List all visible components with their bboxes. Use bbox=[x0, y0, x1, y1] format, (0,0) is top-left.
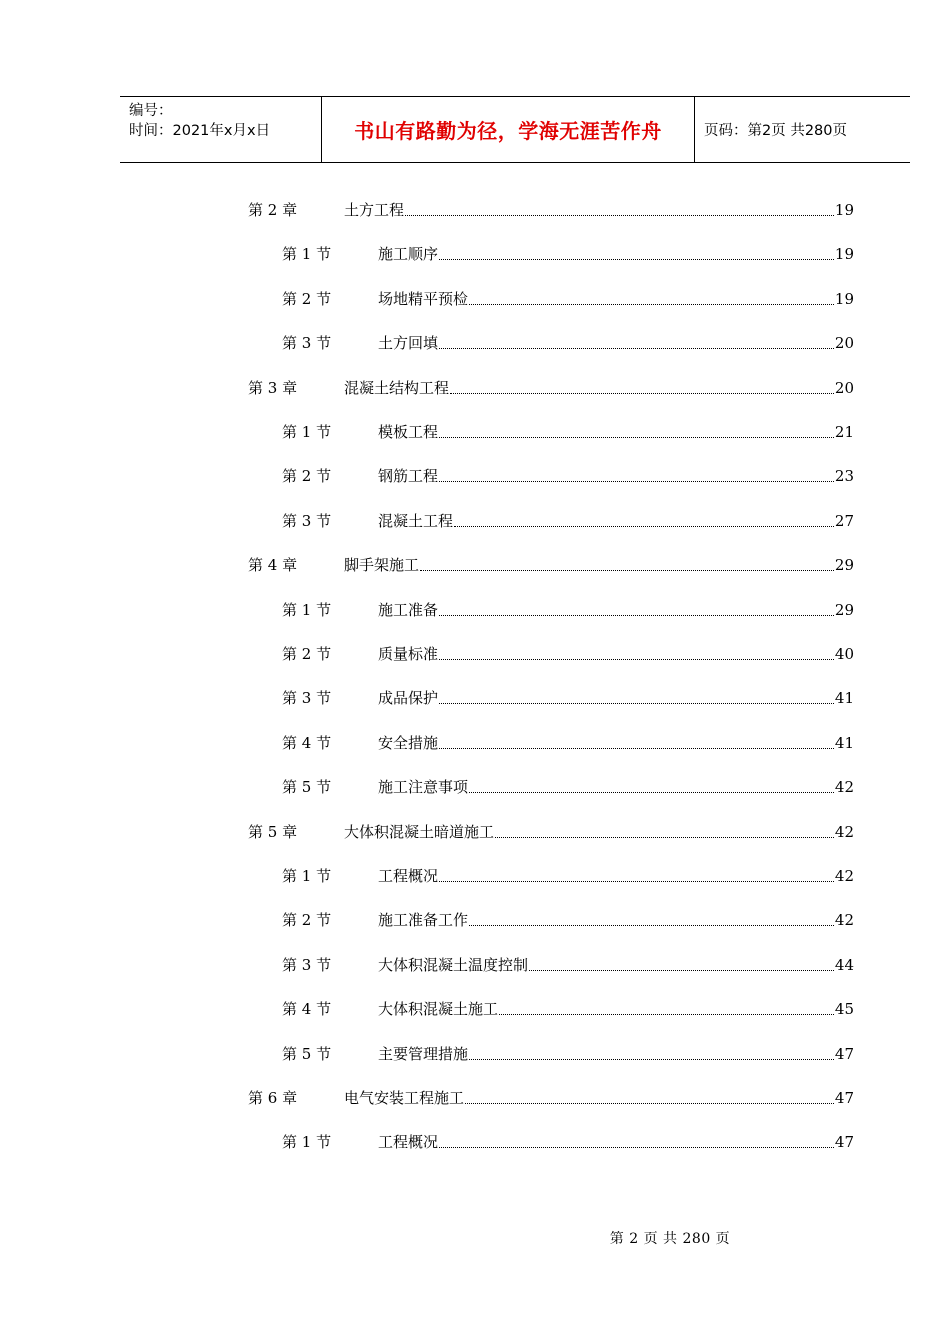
page-header bbox=[120, 96, 910, 163]
toc-entry-page: 20 bbox=[834, 334, 854, 353]
toc-entry-page: 41 bbox=[834, 689, 854, 708]
toc-entry-number: 第 2 节 bbox=[282, 289, 332, 308]
toc-entry-title: 电气安装工程施工 bbox=[344, 1089, 465, 1107]
toc-entry-page: 47 bbox=[834, 1133, 854, 1152]
toc-entry-title: 施工准备 bbox=[378, 600, 439, 619]
toc-entry-number: 第 5 节 bbox=[282, 778, 332, 797]
header-time-label: 时间：2021年x月x日 bbox=[129, 123, 271, 139]
toc-dot-leader bbox=[405, 214, 834, 216]
toc-entry-page: 19 bbox=[834, 201, 854, 219]
toc-chapter-entry[interactable] bbox=[248, 818, 854, 842]
toc-entry-title: 工程概况 bbox=[378, 867, 439, 885]
toc-entry-number: 第 3 节 bbox=[282, 334, 332, 353]
toc-entry-page: 23 bbox=[834, 467, 854, 486]
toc-section-entry[interactable] bbox=[282, 1128, 854, 1152]
toc-entry-page: 40 bbox=[834, 645, 854, 663]
toc-entry-title: 施工顺序 bbox=[378, 245, 439, 264]
toc-entry-number: 第 1 节 bbox=[282, 600, 332, 619]
toc-dot-leader bbox=[469, 303, 834, 305]
toc-entry-page: 19 bbox=[834, 245, 854, 264]
toc-entry-page: 20 bbox=[834, 378, 854, 397]
toc-entry-title: 混凝土工程 bbox=[378, 511, 454, 530]
toc-entry-page: 29 bbox=[834, 556, 854, 575]
toc-entry-title: 工程概况 bbox=[378, 1133, 439, 1152]
toc-entry-title: 施工注意事项 bbox=[378, 778, 469, 797]
toc-dot-leader bbox=[439, 614, 834, 616]
toc-entry-title: 安全措施 bbox=[378, 733, 439, 752]
toc-entry-page: 47 bbox=[834, 1089, 854, 1107]
toc-entry-number: 第 3 节 bbox=[282, 511, 332, 530]
toc-entry-title: 土方回填 bbox=[378, 334, 439, 353]
toc-entry-number: 第 2 节 bbox=[282, 467, 332, 486]
toc-entry-number: 第 4 章 bbox=[248, 556, 298, 575]
toc-entry-title: 大体积混凝土暗道施工 bbox=[344, 822, 495, 841]
toc-section-entry[interactable] bbox=[282, 329, 854, 353]
toc-dot-leader bbox=[450, 392, 834, 394]
toc-entry-page: 27 bbox=[834, 511, 854, 530]
toc-dot-leader bbox=[469, 791, 834, 793]
toc-entry-title: 施工准备工作 bbox=[378, 911, 469, 930]
toc-entry-number: 第 6 章 bbox=[248, 1089, 298, 1107]
toc-entry-page: 41 bbox=[834, 733, 854, 752]
toc-section-entry[interactable] bbox=[282, 240, 854, 264]
toc-section-entry[interactable] bbox=[282, 773, 854, 797]
header-page-label: 页码：第2页 共280页 bbox=[704, 123, 848, 139]
toc-entry-page: 21 bbox=[834, 423, 854, 441]
toc-entry-title: 混凝土结构工程 bbox=[344, 378, 450, 397]
toc-entry-number: 第 2 节 bbox=[282, 911, 332, 930]
toc-entry-page: 42 bbox=[834, 822, 854, 841]
toc-entry-title: 大体积混凝土温度控制 bbox=[378, 955, 529, 974]
toc-chapter-entry[interactable] bbox=[248, 1084, 854, 1108]
toc-entry-number: 第 1 节 bbox=[282, 1133, 332, 1152]
toc-entry-number: 第 1 节 bbox=[282, 423, 332, 441]
toc-dot-leader bbox=[495, 836, 834, 838]
toc-dot-leader bbox=[499, 1013, 834, 1015]
toc-section-entry[interactable] bbox=[282, 285, 854, 309]
toc-dot-leader bbox=[469, 1058, 834, 1060]
toc-dot-leader bbox=[469, 924, 834, 926]
toc-entry-number: 第 4 节 bbox=[282, 733, 332, 752]
toc-chapter-entry[interactable] bbox=[248, 196, 854, 220]
toc-entry-title: 脚手架施工 bbox=[344, 556, 420, 575]
toc-entry-page: 29 bbox=[834, 600, 854, 619]
toc-section-entry[interactable] bbox=[282, 906, 854, 930]
toc-section-entry[interactable] bbox=[282, 684, 854, 708]
toc-entry-title: 模板工程 bbox=[378, 423, 439, 441]
toc-entry-title: 场地精平预检 bbox=[378, 289, 469, 308]
toc-entry-page: 42 bbox=[834, 911, 854, 930]
toc-entry-title: 钢筋工程 bbox=[378, 467, 439, 486]
toc-entry-title: 大体积混凝土施工 bbox=[378, 1000, 499, 1019]
footer-page-number: 第 2 页 共 280 页 bbox=[609, 1231, 731, 1247]
header-meta bbox=[120, 97, 321, 162]
toc-entry-page: 42 bbox=[834, 778, 854, 797]
toc-entry-page: 19 bbox=[834, 289, 854, 308]
toc-entry-number: 第 1 节 bbox=[282, 245, 332, 264]
toc-entry-title: 主要管理措施 bbox=[378, 1044, 469, 1063]
toc-dot-leader bbox=[529, 969, 834, 971]
toc-dot-leader bbox=[465, 1102, 834, 1104]
toc-dot-leader bbox=[439, 258, 834, 260]
header-motto: 书山有路勤为径，学海无涯苦作舟 bbox=[354, 119, 662, 143]
toc-dot-leader bbox=[420, 569, 834, 571]
toc-section-entry[interactable] bbox=[282, 729, 854, 753]
toc-chapter-entry[interactable] bbox=[248, 374, 854, 398]
toc-chapter-entry[interactable] bbox=[248, 551, 854, 575]
toc-section-entry[interactable] bbox=[282, 640, 854, 664]
toc-dot-leader bbox=[439, 880, 834, 882]
toc-entry-number: 第 5 章 bbox=[248, 822, 298, 841]
toc-entry-number: 第 2 章 bbox=[248, 201, 298, 219]
toc-dot-leader bbox=[439, 658, 834, 660]
toc-entry-number: 第 1 节 bbox=[282, 867, 332, 885]
toc-entry-page: 44 bbox=[834, 955, 854, 974]
toc-dot-leader bbox=[439, 436, 834, 438]
toc-dot-leader bbox=[439, 747, 834, 749]
toc-entry-number: 第 3 节 bbox=[282, 689, 332, 708]
toc-entry-number: 第 4 节 bbox=[282, 1000, 332, 1019]
toc-entry-page: 42 bbox=[834, 867, 854, 885]
toc-entry-title: 成品保护 bbox=[378, 689, 439, 708]
toc-section-entry[interactable] bbox=[282, 418, 854, 442]
toc-section-entry[interactable] bbox=[282, 596, 854, 620]
toc-dot-leader bbox=[439, 347, 834, 349]
toc-entry-title: 土方工程 bbox=[344, 201, 405, 219]
toc-dot-leader bbox=[454, 525, 834, 527]
toc-entry-number: 第 3 节 bbox=[282, 955, 332, 974]
toc-dot-leader bbox=[439, 702, 834, 704]
toc-entry-number: 第 3 章 bbox=[248, 378, 298, 397]
header-motto-cell bbox=[321, 97, 695, 162]
toc-section-entry[interactable] bbox=[282, 462, 854, 486]
page-footer bbox=[0, 1228, 950, 1248]
toc-entry-title: 质量标准 bbox=[378, 645, 439, 663]
header-page-cell bbox=[695, 97, 910, 162]
toc-entry-page: 45 bbox=[834, 1000, 854, 1019]
toc-entry-number: 第 2 节 bbox=[282, 645, 332, 663]
toc-section-entry[interactable] bbox=[282, 995, 854, 1019]
toc-section-entry[interactable] bbox=[282, 507, 854, 531]
toc-entry-page: 47 bbox=[834, 1044, 854, 1063]
header-number-label: 编号： bbox=[129, 103, 173, 119]
toc-dot-leader bbox=[439, 1146, 834, 1148]
toc-section-entry[interactable] bbox=[282, 862, 854, 886]
toc-dot-leader bbox=[439, 480, 834, 482]
toc-entry-number: 第 5 节 bbox=[282, 1044, 332, 1063]
toc-section-entry[interactable] bbox=[282, 1040, 854, 1064]
toc-section-entry[interactable] bbox=[282, 951, 854, 975]
